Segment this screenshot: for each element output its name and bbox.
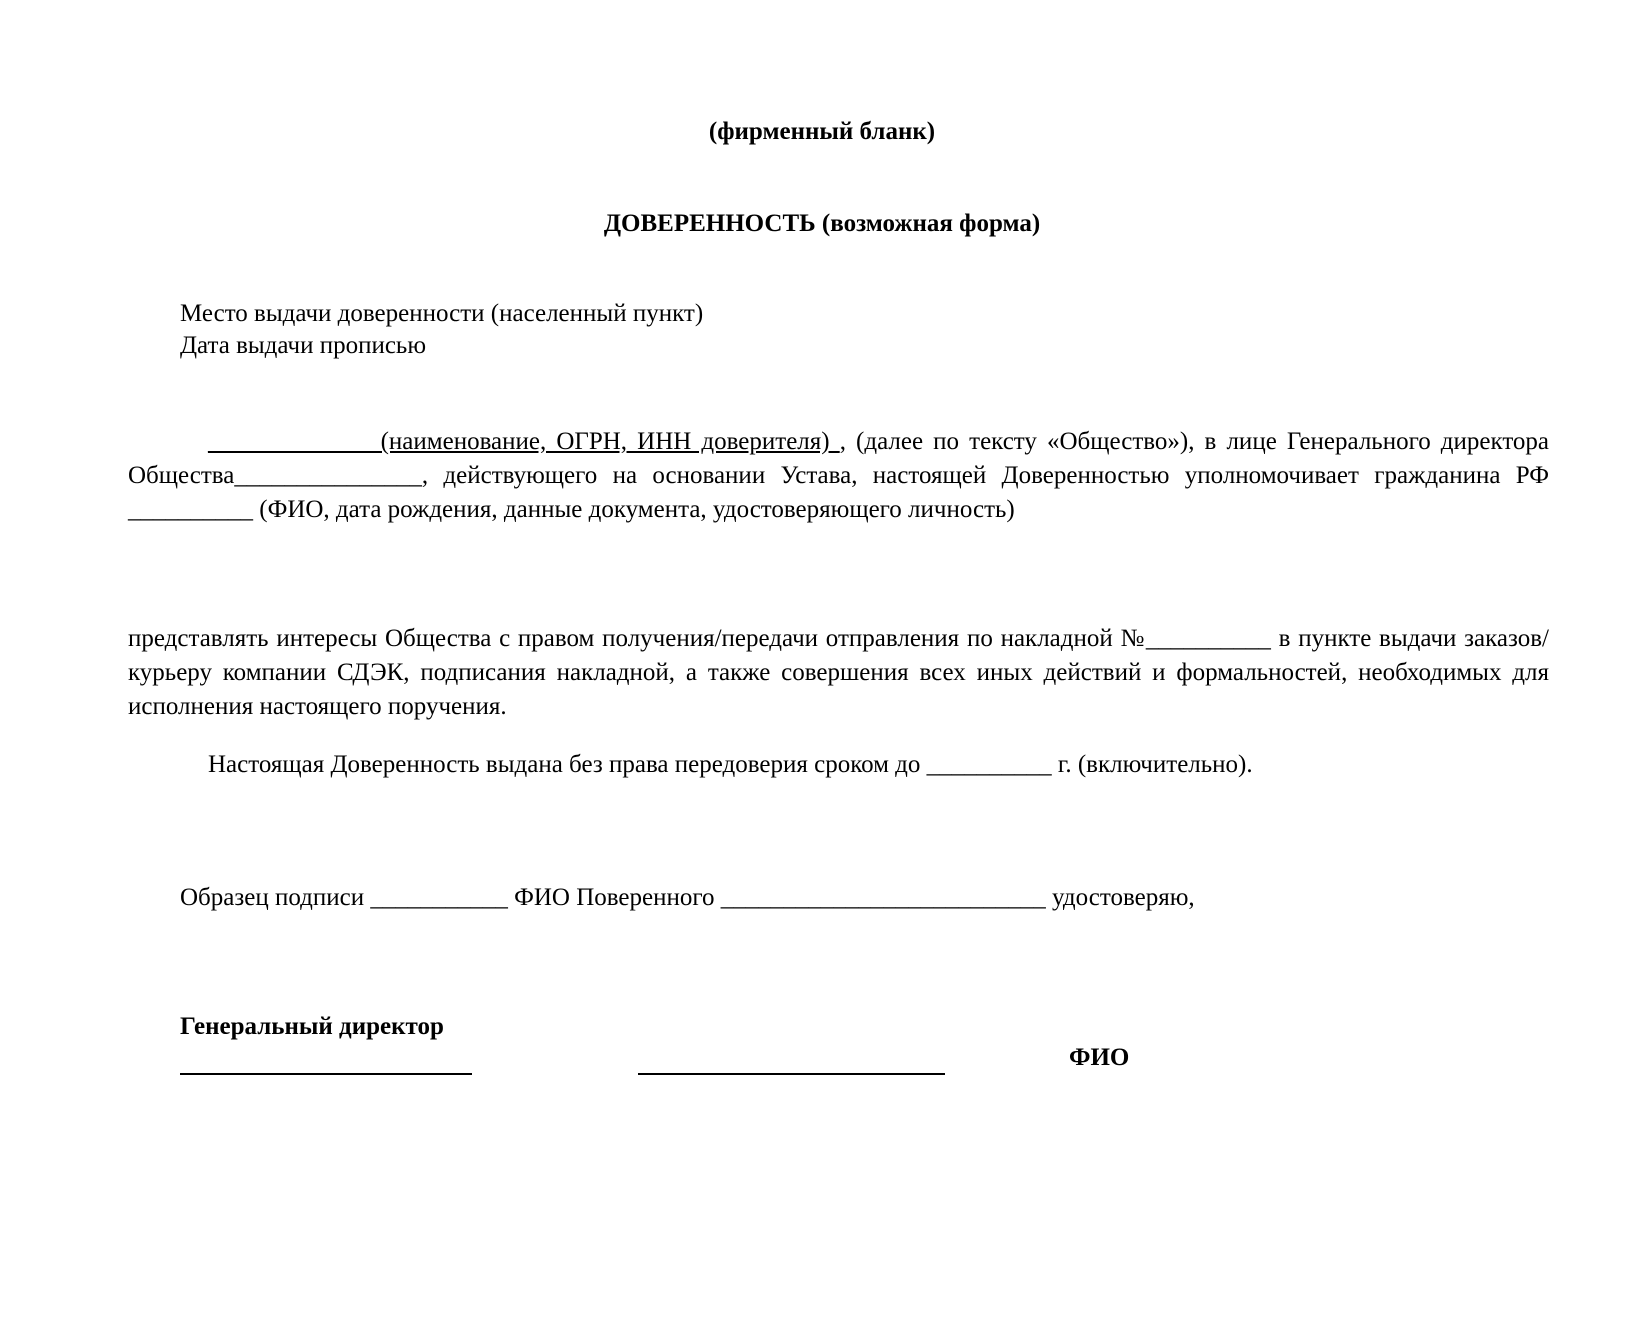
issue-date: Дата выдачи прописью xyxy=(180,332,427,359)
document-title: ДОВЕРЕННОСТЬ (возможная форма) xyxy=(603,210,1041,237)
paragraph-validity: Настоящая Доверенность выдана без права передоверия сроком до __________ г. (включительно). xyxy=(208,751,1253,778)
letterhead-note: (фирменный бланк) xyxy=(708,118,936,145)
paragraph-authorization-text: , (далее по тексту «Общество»), в лице Генерального директора Общества_______________, действующего на основании Устава, настоящей Доверенностью уполномочивает гражданина РФ __________ (ФИО, дата рождения, данные документа, удостоверяющего личность) xyxy=(128,428,1550,523)
paragraph-powers xyxy=(128,622,1549,724)
director-name-label: ФИО xyxy=(1069,1044,1130,1071)
paragraph-authorization xyxy=(128,425,1549,527)
director-signature-line xyxy=(180,1073,472,1075)
director-title: Генеральный директор xyxy=(180,1013,444,1040)
principal-blank: _____________ (наименование, ОГРН, ИНН доверителя) xyxy=(208,428,840,455)
signature-sample: Образец подписи ___________ ФИО Поверенного __________________________ удостоверяю, xyxy=(180,884,1195,911)
issue-place: Место выдачи доверенности (населенный пункт) xyxy=(180,300,704,327)
director-signature-line-2 xyxy=(638,1073,945,1075)
paragraph-powers-text: представлять интересы Общества с правом получения/передачи отправления по накладной №__________ в пункте выдачи заказов/курьеру компании СДЭК, подписания накладной, а также совершения всех иных действий и формальностей, необходимых для исполнения настоящего поручения. xyxy=(128,625,1549,720)
